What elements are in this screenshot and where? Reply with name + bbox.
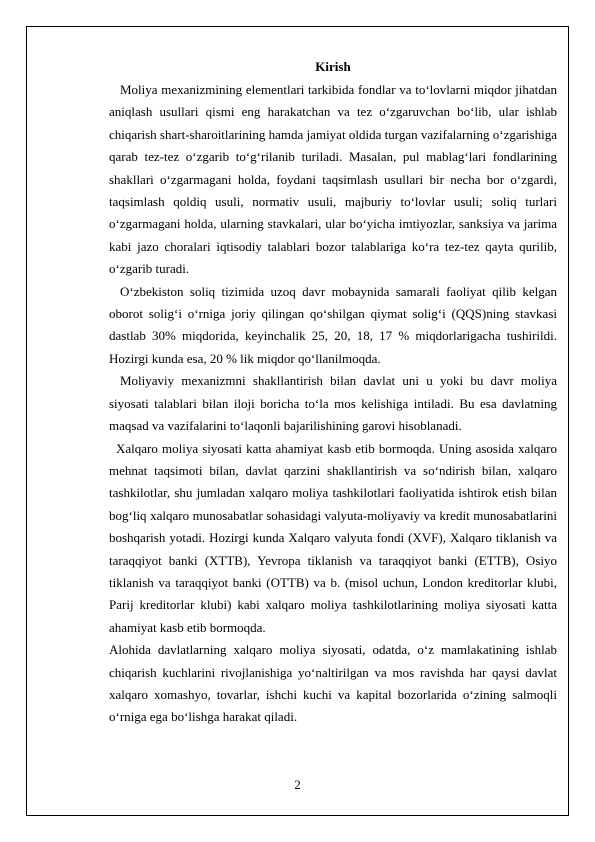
page-number: 2 [294,777,301,792]
paragraph-3: Moliyaviy mexanizmni shakllantirish bilan davlat uni u yoki bu davr moliya siyosati talablari bilan iloji boricha to‘la mos kelishiga intiladi. Bu esa davlatning maqsad va vazifalarini to‘laqonli bajarilishining garovi hisoblanadi. [109,373,557,434]
paragraph-2: O‘zbekiston soliq tizimida uzoq davr mobaynida samarali faoliyat qilib kelgan oborot solig‘i o‘rniga joriy qilingan qo‘shilgan qiymat solig‘i (QQS)ning stavkasi dastlab 30% miqdorida, keyinchalik 25, 20, 18, 17 % miqdorlarigacha tushirildi. Hozirgi kunda esa, 20 % lik miqdor qo‘llanilmoqda. [109,283,557,366]
paragraph-5: Alohida davlatlarning xalqaro moliya siyosati, odatda, o‘z mamlakatining ishlab chiqarish kuchlarini rivojlanishiga yo‘naltirilgan va mos ravishda har qaysi davlat xalqaro xomashyo, tovarlar, ishchi kuchi va kapital bozorlarida o‘zining salmoqli o‘rniga ega bo‘lishga harakat qiladi. [109,642,557,725]
paragraph-4: Xalqaro moliya siyosati katta ahamiyat kasb etib bormoqda. Uning asosida xalqaro mehnat taqsimoti bilan, davlat qarzini shakllantirish va so‘ndirish bilan, xalqaro tashkilotlar, shu jumladan xalqaro moliya tashkilotlari faoliyatida ishtirok etish bilan bog‘liq xalqaro munosabatlar sohasidagi valyuta-moliyaviy va kredit munosabatlarini boshqarish yotadi. Hozirgi kunda Xalqaro valyuta fondi (XVF), Xalqaro tiklanish va taraqqiyot banki (XTTB), Yevropa tiklanish va taraqqiyot banki (ETTB), Osiyo tiklanish va taraqqiyot banki (OTTB) va b. (misol uchun, London kreditorlar klubi, Parij kreditorlar klubi) kabi xalqaro moliya tashkilotlarining moliya siyosati katta ahamiyat kasb etib bormoqda. [109,440,557,635]
document-body [109,56,557,729]
paragraph-1: Moliya mexanizmining elementlari tarkibida fondlar va to‘lovlarni miqdor jihatdan aniqlash usullari qismi eng harakatchan va tez o‘zgaruvchan bo‘lib, ular ishlab chiqarish shart-sharoitlarining hamda jamiyat oldida turgan vazifalarning o‘zgarishiga qarab tez-tez o‘zgarib to‘g‘rilanib turiladi. Masalan, pul mablag‘lari fondlarining shakllari o‘zgarmagani holda, foydani taqsimlash usullari bir necha bor o‘zgardi, taqsimlash qoldiq usuli, normativ usuli, majburiy to‘lovlar usuli; soliq turlari o‘zgarmagani holda, ularning stavkalari, ular bo‘yicha imtiyozlar, sanksiya va jarima kabi jazo choralari iqtisodiy talablari bozor talablariga ko‘ra tez-tez qayta qurilib, o‘zgarib turadi. [109,82,557,277]
document-title: Kirish [315,59,351,74]
